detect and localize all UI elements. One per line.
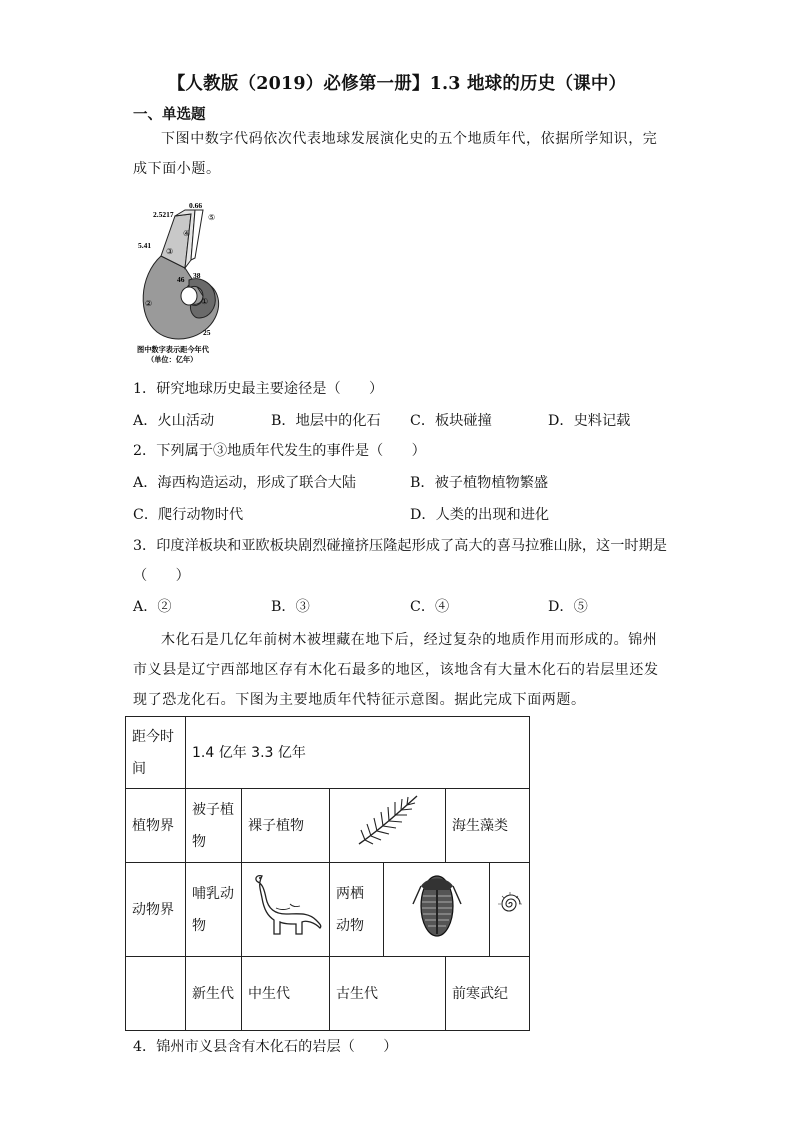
geologic-era-table (125, 716, 530, 1031)
trilobite-image-cell (384, 863, 490, 957)
question-1-option-b: B．地层中的化石 (271, 413, 381, 429)
question-3-stem-line-1: 3．印度洋板块和亚欧板块剧烈碰撞挤压隆起形成了高大的喜马拉雅山脉，这一时期是 (133, 538, 667, 554)
plant-gymnosperm: 裸子植物 (242, 789, 330, 863)
question-1-option-c: C．板块碰撞 (410, 413, 492, 429)
animal-mammal: 哺乳动物 (186, 863, 242, 957)
fern-icon (353, 790, 423, 850)
row-head-time: 距今时间 (126, 717, 186, 789)
spiral-era-1: ① (201, 297, 209, 306)
question-1-option-a: A．火山活动 (133, 413, 215, 429)
dinosaur-image-cell (242, 863, 330, 957)
spiral-era-2: ② (145, 299, 153, 308)
question-2-option-a: A．海西构造运动，形成了联合大陆 (133, 475, 357, 491)
question-3-option-c: C．④ (410, 599, 450, 615)
question-4-stem: 4．锦州市义县含有木化石的岩层（ ） (133, 1039, 398, 1055)
ammonite-image-cell (490, 863, 530, 957)
geologic-spiral-diagram (133, 198, 243, 366)
time-value: 1.4 亿年 3.3 亿年 (186, 717, 530, 789)
era-cenozoic: 新生代 (186, 957, 242, 1031)
question-2-stem: 2．下列属于③地质年代发生的事件是（ ） (133, 443, 426, 459)
spiral-era-5: ⑤ (208, 213, 216, 222)
era-mesozoic: 中生代 (242, 957, 330, 1031)
trilobite-icon (409, 864, 465, 944)
question-3-option-d: D．⑤ (548, 599, 588, 615)
animal-amphibian: 两栖动物 (330, 863, 384, 957)
question-1-option-d: D．史料记载 (548, 413, 631, 429)
dinosaur-icon (246, 864, 326, 944)
question-1-stem: 1．研究地球历史最主要途径是（ ） (133, 381, 384, 397)
spiral-label-25: 25 (203, 328, 211, 337)
spiral-caption-1: 图中数字表示距今年代 (137, 345, 209, 354)
intro-paragraph-2: 木化石是几亿年前树木被埋藏在地下后，经过复杂的地质作用而形成的。锦州市义县是辽宁西部地区存有木化石最多的地区，该地含有大量木化石的岩层里还发现了恐龙化石。下图为主要地质年代特征示意图。据此完成下面两题。 (133, 632, 659, 708)
intro-paragraph-1: 下图中数字代码依次代表地球发展演化史的五个地质年代，依据所学知识，完成下面小题。 (133, 131, 658, 177)
question-3-option-a: A．② (133, 599, 172, 615)
spiral-label-5.41: 5.41 (138, 241, 152, 250)
row-head-animals: 动物界 (126, 863, 186, 957)
spiral-era-3: ③ (166, 247, 174, 256)
spiral-era-4: ④ (183, 229, 191, 238)
question-2-option-c: C．爬行动物时代 (133, 507, 244, 523)
section-heading: 一、单选题 (133, 106, 206, 123)
spiral-label-2.5217: 2.5217 (153, 210, 174, 219)
question-3-stem-line-2: （ ） (133, 568, 190, 584)
row-head-plants: 植物界 (126, 789, 186, 863)
spiral-caption-2: （单位：亿年） (147, 355, 198, 364)
era-precambrian: 前寒武纪 (446, 957, 530, 1031)
spiral-label-46: 46 (177, 275, 185, 284)
question-2-option-b: B．被子植物植物繁盛 (410, 475, 549, 491)
plant-marine-algae: 海生藻类 (446, 789, 530, 863)
question-2-option-d: D．人类的出现和进化 (410, 507, 550, 523)
spiral-label-0.66: 0.66 (189, 201, 203, 210)
era-row-blank (126, 957, 186, 1031)
plant-angiosperm: 被子植物 (186, 789, 242, 863)
spiral-label-38: 38 (193, 271, 201, 280)
question-3-option-b: B．③ (271, 599, 310, 615)
ammonite-icon (495, 891, 525, 917)
page-title: 【人教版（2019）必修第一册】1.3 地球的历史（课中） (167, 74, 627, 94)
era-paleozoic: 古生代 (330, 957, 446, 1031)
fern-image-cell (330, 789, 446, 863)
